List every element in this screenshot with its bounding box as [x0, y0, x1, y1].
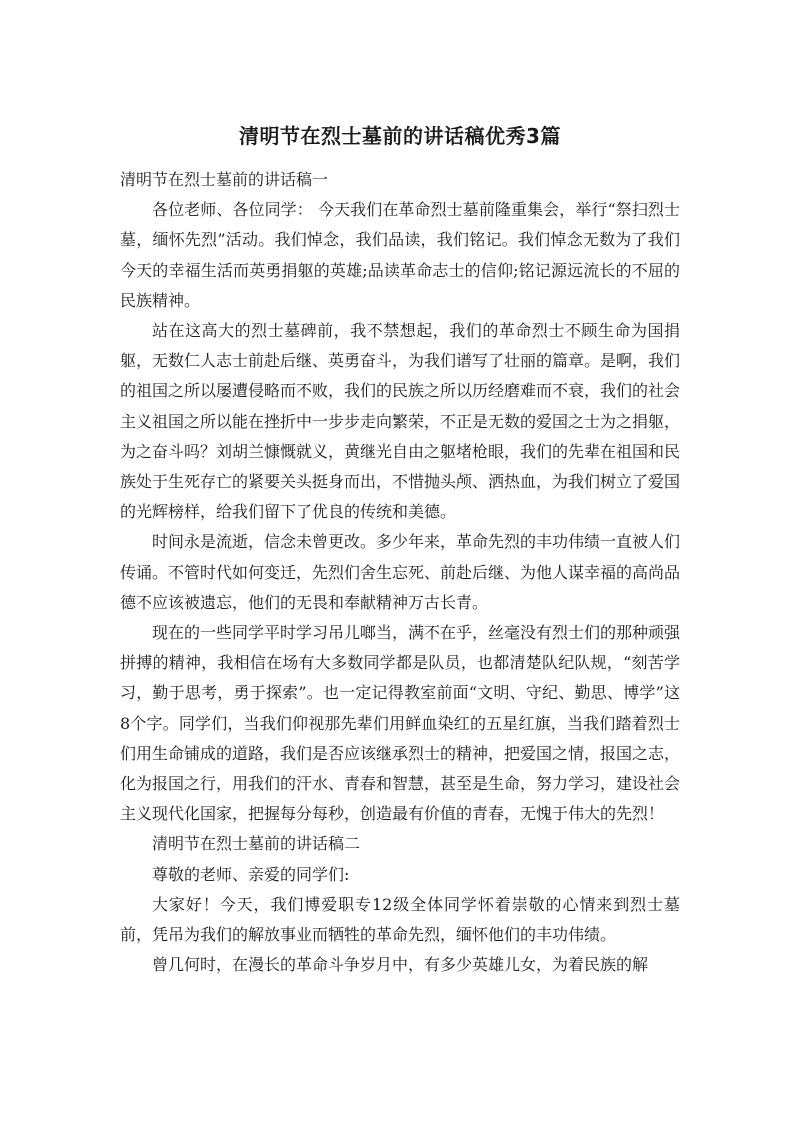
- document-body: [120, 165, 680, 980]
- section-2-heading: 清明节在烈士墓前的讲话稿二: [152, 834, 361, 854]
- section-1-heading: 清明节在烈士墓前的讲话稿一: [120, 170, 329, 189]
- paragraph: 现在的一些同学平时学习吊儿啷当，满不在乎，丝毫没有烈士们的那种顽强拼搏的精神，我相信在场有大多数同学都是队员，也都清楚队纪队规，“刻苦学习，勤于思考，勇于探索”。也一定记得教室前面“文明、守纪、勤思、博学”这8个字。同学们，当我们仰视那先辈们用鲜血染红的五星红旗，当我们踏着烈士们用生命铺成的道路，我们是否应该继承烈士的精神，把爱国之情，报国之志，化为报国之行，用我们的汗水、青春和智慧，甚至是生命，努力学习，建设社会主义现代化国家，把握每分每秒，创造最有价值的青春，无愧于伟大的先烈！: [120, 623, 681, 824]
- paragraph: 站在这高大的烈士墓碑前，我不禁想起，我们的革命烈士不顾生命为国捐躯，无数仁人志士前赴后继、英勇奋斗，为我们谱写了壮丽的篇章。是啊，我们的祖国之所以屡遭侵略而不败，我们的民族之所以历经磨难而不衰，我们的社会主义祖国之所以能在挫折中一步步走向繁荣，不正是无数的爱国之士为之捐躯，为之奋斗吗？刘胡兰慷慨就义，黄继光自由之躯堵枪眼，我们的先辈在祖国和民族处于生死存亡的紧要关头挺身而出，不惜抛头颅、洒热血，为我们树立了爱国的光辉榜样，给我们留下了优良的传统和美德。: [120, 321, 681, 522]
- document-title: 清明节在烈士墓前的讲话稿优秀3篇: [239, 124, 561, 148]
- paragraph: 大家好！今天，我们博爱职专12级全体同学怀着崇敬的心情来到烈士墓前，凭吊为我们的解放事业而牺牲的革命先烈，缅怀他们的丰功伟绩。: [120, 894, 680, 945]
- paragraph: 各位老师、各位同学： 今天我们在革命烈士墓前隆重集会，举行“祭扫烈士墓，缅怀先烈”活动。我们悼念，我们品读，我们铭记。我们悼念无数为了我们今天的幸福生活而英勇捐躯的英雄;品读革命志士的信仰;铭记源远流长的不屈的民族精神。: [120, 200, 680, 310]
- greeting: 尊敬的老师、亲爱的同学们:: [152, 864, 350, 884]
- paragraph: 曾几何时，在漫长的革命斗争岁月中，有多少英雄儿女，为着民族的解: [152, 955, 649, 975]
- paragraph: 时间永是流逝，信念未曾更改。多少年来，革命先烈的丰功伟绩一直被人们传诵。不管时代如何变迁，先烈们舍生忘死、前赴后继、为他人谋幸福的高尚品德不应该被遗忘，他们的无畏和奉献精神万古长青。: [120, 532, 681, 612]
